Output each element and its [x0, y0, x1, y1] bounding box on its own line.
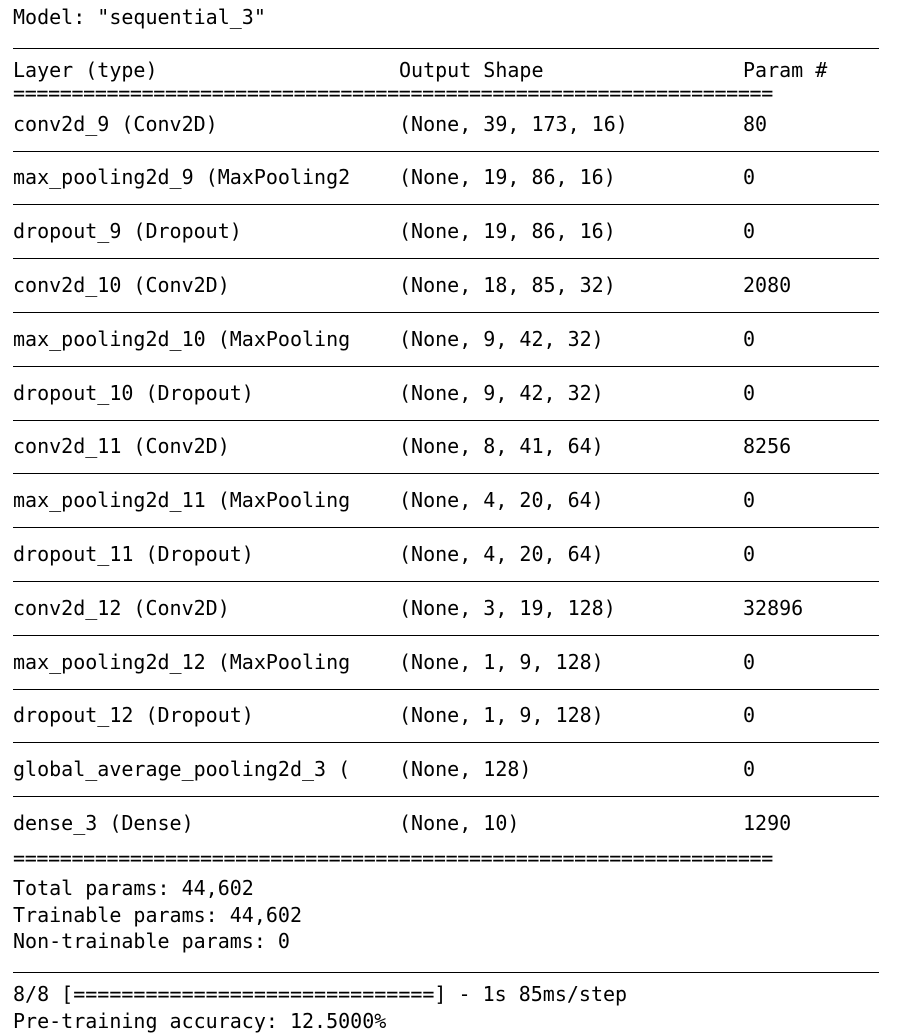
table-row [13, 756, 879, 810]
layer-name: dropout_12 (Dropout) [13, 703, 254, 728]
layer-params: 0 [743, 219, 756, 244]
row-separator-line [13, 420, 879, 421]
row-separator-line [13, 796, 879, 797]
row-cells [13, 380, 879, 407]
layer-output-shape: (None, 18, 85, 32) [399, 272, 616, 297]
layer-output-shape: (None, 10) [399, 810, 520, 835]
layer-name: conv2d_10 (Conv2D) [13, 272, 230, 297]
row-separator-line [13, 151, 879, 152]
layer-output-shape: (None, 128) [399, 757, 532, 782]
row-cells [13, 433, 879, 460]
layer-output-shape: (None, 1, 9, 128) [399, 649, 604, 674]
layer-params: 0 [743, 380, 756, 405]
layer-params: 0 [743, 541, 756, 566]
row-cells [13, 595, 879, 622]
row-cells [13, 649, 879, 676]
table-row [13, 487, 879, 541]
table-row [13, 810, 879, 864]
row-separator-line [13, 527, 879, 528]
row-separator-line [13, 204, 879, 205]
row-separator-line [13, 635, 879, 636]
table-row [13, 433, 879, 487]
table-row [13, 326, 879, 380]
row-separator-line [13, 581, 879, 582]
table-row [13, 702, 879, 756]
layer-params: 0 [743, 326, 756, 351]
accuracy-line: Pre-training accuracy: 12.5000% [13, 1009, 387, 1034]
layer-output-shape: (None, 19, 86, 16) [399, 219, 616, 244]
table-row [13, 649, 879, 703]
layer-params: 0 [743, 757, 756, 782]
double-rule-bottom: ================================================================= [13, 848, 773, 870]
row-cells [13, 218, 879, 245]
layer-output-shape: (None, 19, 86, 16) [399, 165, 616, 190]
header-layer: Layer (type) [13, 57, 158, 82]
row-cells [13, 702, 879, 729]
layer-params: 0 [743, 703, 756, 728]
layer-table [13, 111, 879, 864]
layer-output-shape: (None, 1, 9, 128) [399, 703, 604, 728]
table-row [13, 541, 879, 595]
double-rule-top: ================================================================= [13, 83, 773, 105]
row-separator-line [13, 366, 879, 367]
layer-params: 32896 [743, 595, 804, 620]
row-cells [13, 111, 879, 138]
layer-name: global_average_pooling2d_3 ( [13, 757, 351, 782]
table-row [13, 272, 879, 326]
layer-name: max_pooling2d_12 (MaxPooling [13, 649, 351, 674]
header-params: Param # [743, 57, 828, 82]
layer-params: 0 [743, 165, 756, 190]
layer-output-shape: (None, 39, 173, 16) [399, 111, 628, 136]
layer-name: max_pooling2d_10 (MaxPooling [13, 326, 351, 351]
row-cells [13, 272, 879, 299]
layer-params: 2080 [743, 272, 792, 297]
row-cells [13, 164, 879, 191]
row-cells [13, 326, 879, 353]
separator-line [13, 972, 879, 973]
progress-bar-line: 8/8 [==============================] - 1s 85ms/step [13, 982, 628, 1007]
row-cells [13, 810, 879, 837]
table-row [13, 218, 879, 272]
layer-name: max_pooling2d_9 (MaxPooling2 [13, 165, 351, 190]
row-cells [13, 541, 879, 568]
console-output [13, 0, 879, 1035]
model-name-line: Model: "sequential_3" [13, 5, 266, 29]
table-row [13, 380, 879, 434]
row-cells [13, 487, 879, 514]
row-separator-line [13, 258, 879, 259]
layer-params: 0 [743, 488, 756, 513]
layer-params: 80 [743, 111, 768, 136]
layer-name: conv2d_12 (Conv2D) [13, 595, 230, 620]
layer-params: 1290 [743, 810, 792, 835]
layer-name: dropout_9 (Dropout) [13, 219, 242, 244]
header-output-shape: Output Shape [399, 57, 544, 82]
layer-name: dropout_10 (Dropout) [13, 380, 254, 405]
layer-params: 8256 [743, 434, 792, 459]
layer-output-shape: (None, 9, 42, 32) [399, 380, 604, 405]
row-cells [13, 756, 879, 783]
trainable-params: Trainable params: 44,602 [13, 902, 302, 927]
layer-params: 0 [743, 649, 756, 674]
layer-name: dropout_11 (Dropout) [13, 541, 254, 566]
layer-output-shape: (None, 3, 19, 128) [399, 595, 616, 620]
layer-output-shape: (None, 9, 42, 32) [399, 326, 604, 351]
row-separator-line [13, 312, 879, 313]
layer-name: conv2d_11 (Conv2D) [13, 434, 230, 459]
layer-output-shape: (None, 4, 20, 64) [399, 541, 604, 566]
table-row [13, 111, 879, 165]
table-row [13, 595, 879, 649]
separator-line [13, 48, 879, 49]
table-header [13, 57, 879, 84]
layer-name: conv2d_9 (Conv2D) [13, 111, 218, 136]
non-trainable-params: Non-trainable params: 0 [13, 929, 290, 954]
layer-output-shape: (None, 8, 41, 64) [399, 434, 604, 459]
row-separator-line [13, 473, 879, 474]
total-params: Total params: 44,602 [13, 875, 254, 900]
table-row [13, 164, 879, 218]
layer-name: dense_3 (Dense) [13, 810, 194, 835]
layer-output-shape: (None, 4, 20, 64) [399, 488, 604, 513]
layer-name: max_pooling2d_11 (MaxPooling [13, 488, 351, 513]
row-separator-line [13, 689, 879, 690]
row-separator-line [13, 742, 879, 743]
